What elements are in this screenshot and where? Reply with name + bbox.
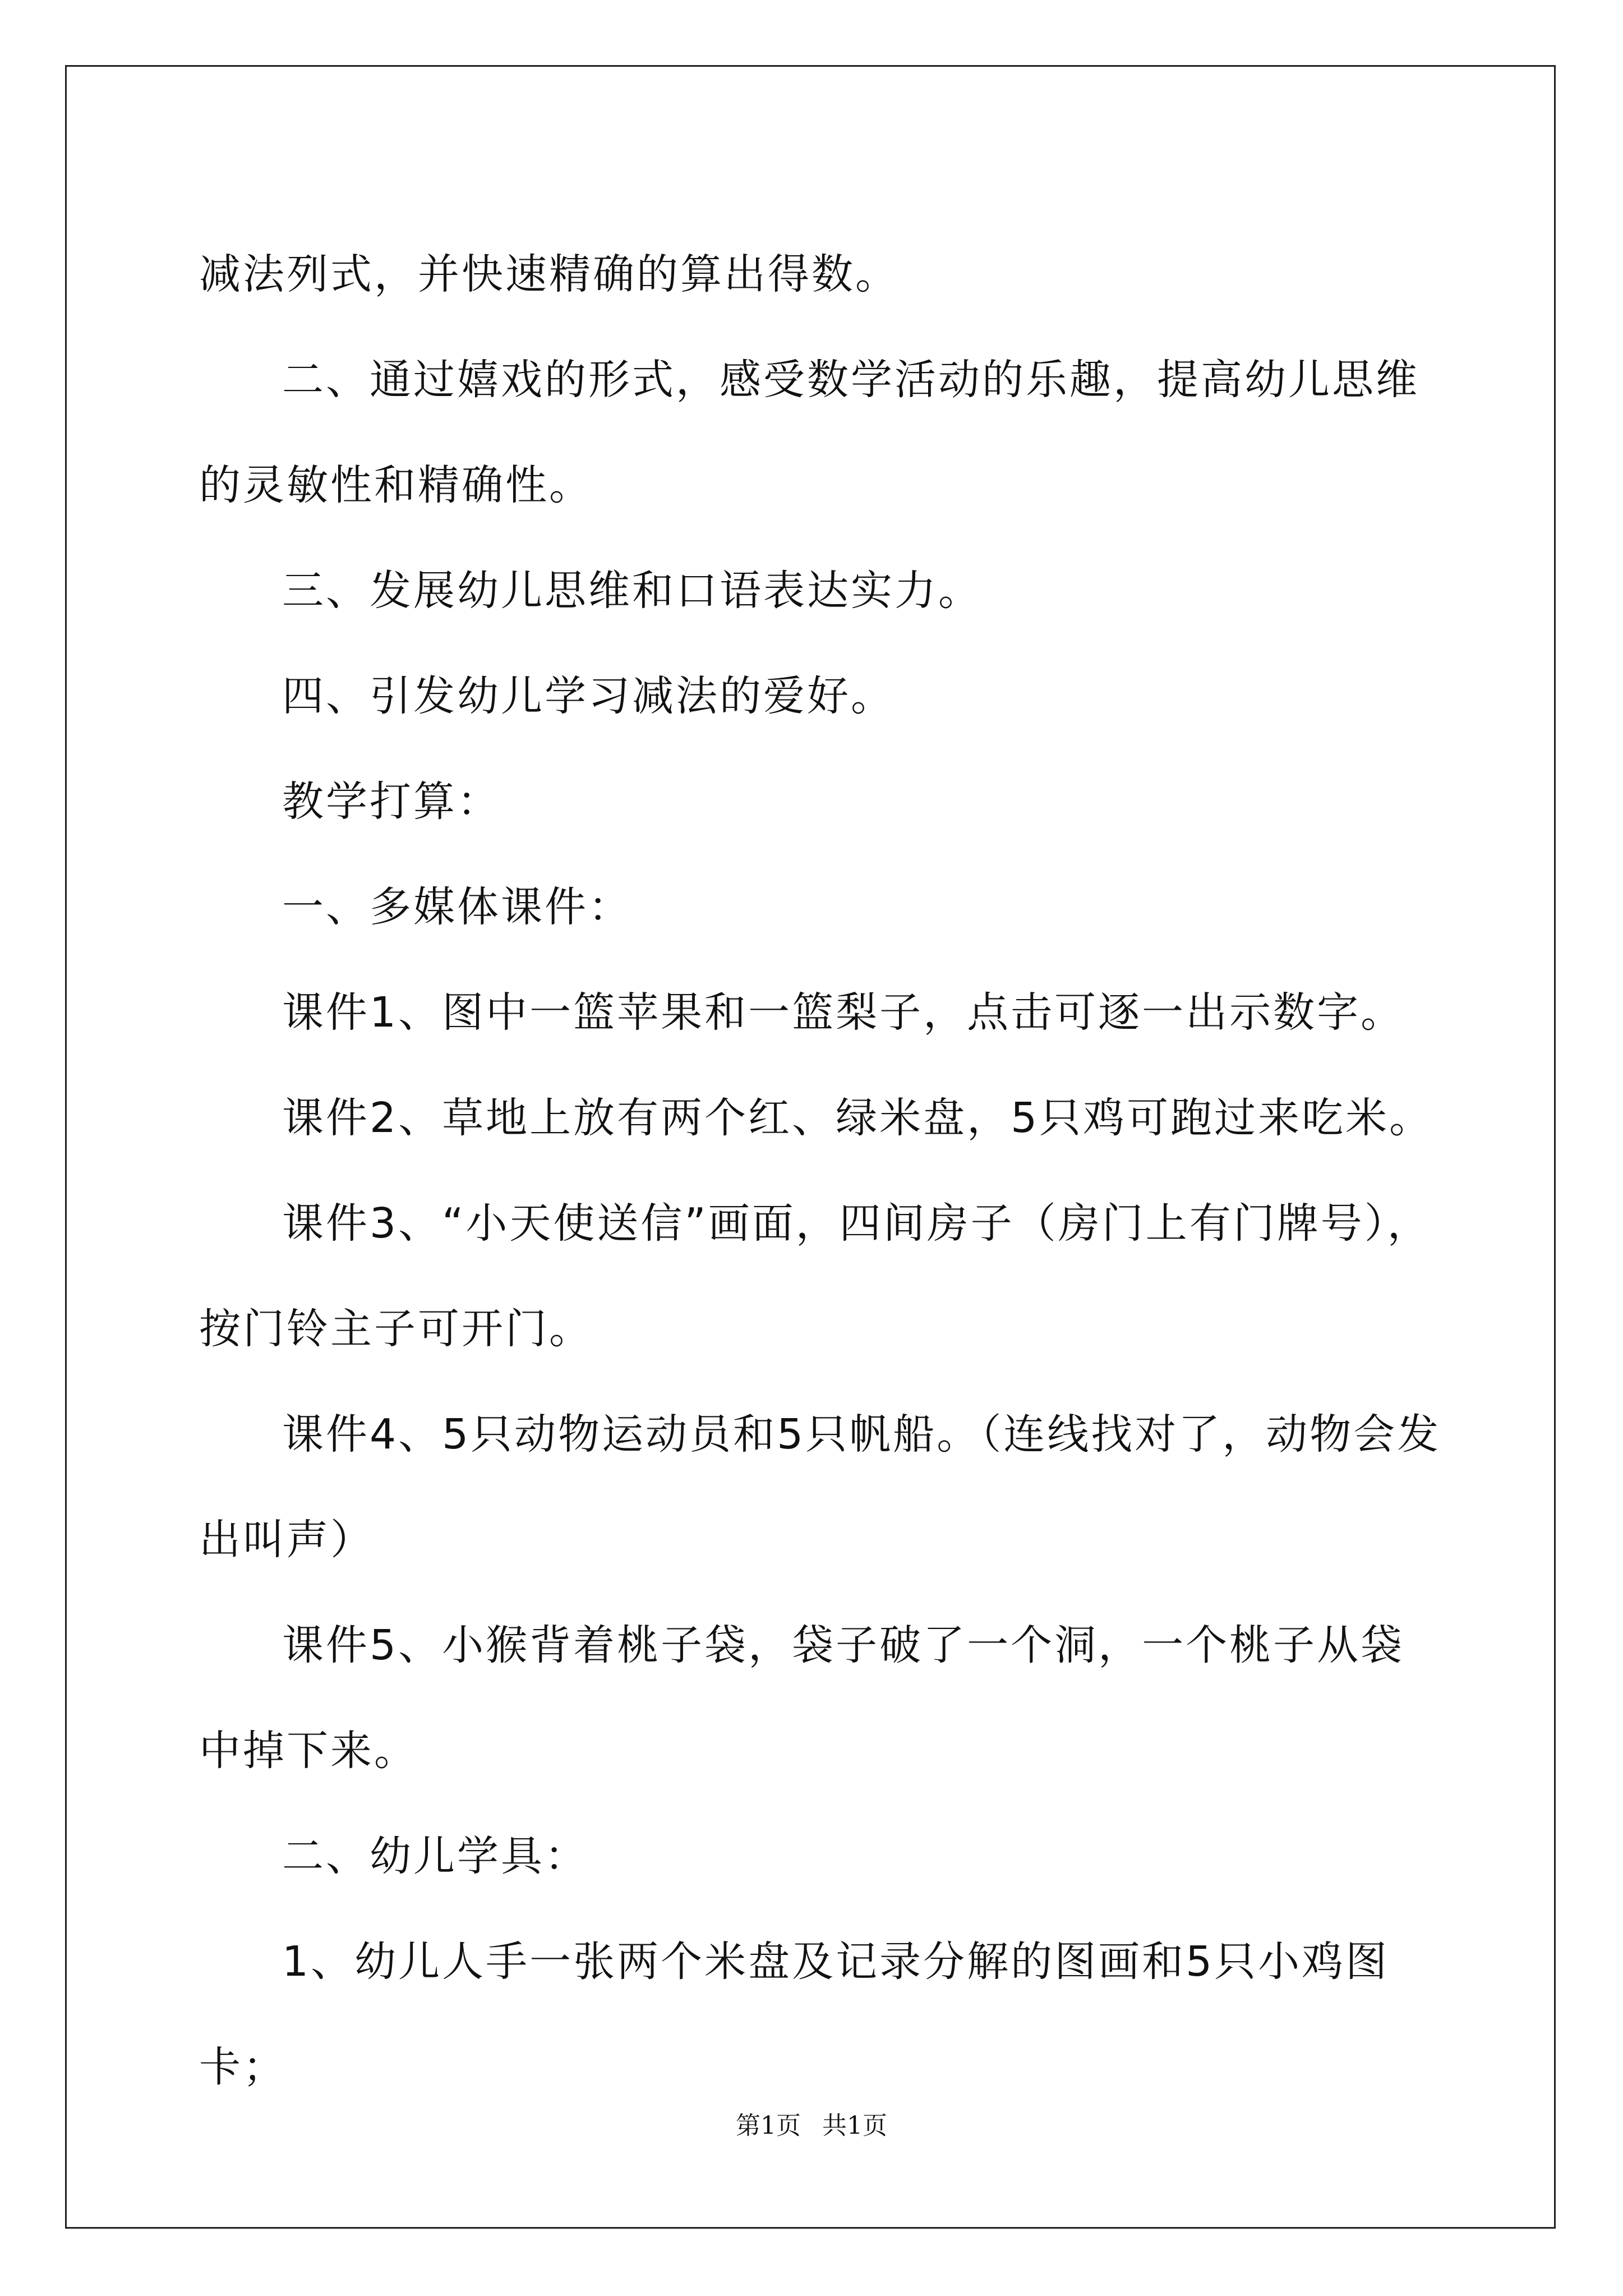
paragraph-3: 三、发展幼儿思维和口语表达实力。 [282, 567, 982, 615]
document-body [199, 222, 1444, 2120]
paragraph-4: 四、引发幼儿学习减法的爱好。 [282, 672, 895, 720]
learning-tool-item-1: 1、幼儿人手一张两个米盘及记录分解的图画和5只小鸡图卡； [199, 1938, 1390, 2091]
subheading-learning-tools: 二、幼儿学具： [282, 1832, 588, 1880]
section-heading-teaching-prep: 教学打算： [282, 777, 501, 826]
page-number-current: 第1页 [736, 2111, 801, 2140]
courseware-item-4: 课件4、5只动物运动员和5只帆船。（连线找对了，动物会发出叫声） [199, 1410, 1441, 1564]
page-number-total: 共1页 [822, 2111, 887, 2140]
courseware-item-1: 课件1、图中一篮苹果和一篮梨子，点击可逐一出示数字。 [282, 988, 1405, 1037]
paragraph-2: 二、通过嬉戏的形式，感受数学活动的乐趣，提高幼儿思维的灵敏性和精确性。 [199, 356, 1419, 509]
page-footer [0, 2109, 1623, 2143]
courseware-item-5: 课件5、小猴背着桃子袋，袋子破了一个洞，一个桃子从袋中掉下来。 [199, 1621, 1405, 1775]
courseware-item-3: 课件3、“小天使送信”画面，四间房子（房门上有门牌号），按门铃主子可开门。 [199, 1199, 1431, 1353]
paragraph-1: 减法列式，并快速精确的算出得数。 [199, 250, 899, 298]
courseware-item-2: 课件2、草地上放有两个红、绿米盘，5只鸡可跑过来吃米。 [282, 1094, 1433, 1142]
subheading-multimedia: 一、多媒体课件： [282, 883, 632, 931]
